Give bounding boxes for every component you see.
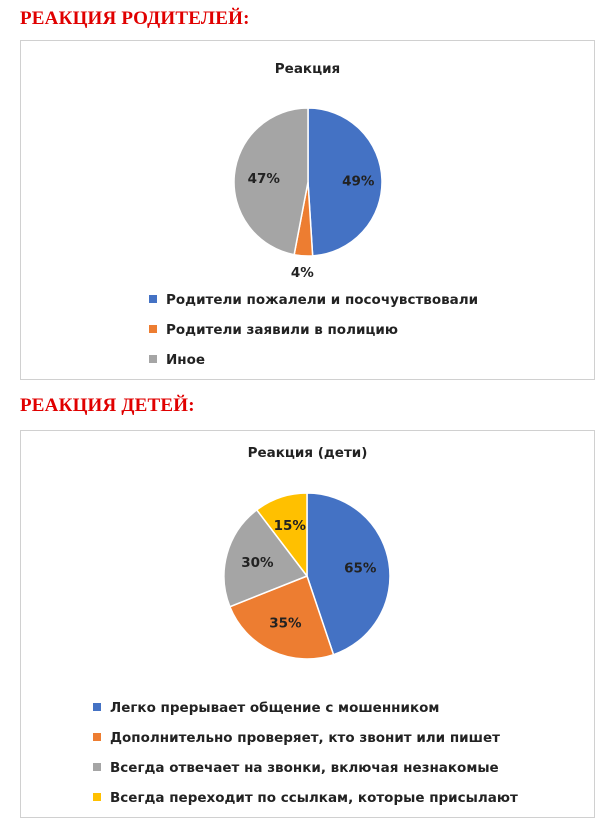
legend-item	[93, 783, 518, 813]
slice-label: 47%	[247, 170, 280, 187]
legend-label: Всегда переходит по ссылкам, которые присылают	[110, 790, 518, 806]
chart-title: Реакция	[274, 61, 341, 77]
legend-label: Иное	[166, 352, 206, 368]
parents-reaction-heading: РЕАКЦИЯ РОДИТЕЛЕЙ:	[20, 8, 250, 29]
legend-label: Дополнительно проверяет, кто звонит или пишет	[110, 730, 500, 746]
legend-children	[93, 693, 518, 813]
children-reaction-heading: РЕАКЦИЯ ДЕТЕЙ:	[20, 395, 195, 416]
legend-swatch	[93, 733, 101, 741]
children-reaction-chart	[20, 430, 595, 818]
legend-parents	[149, 285, 478, 375]
legend-swatch	[93, 793, 101, 801]
legend-swatch	[149, 325, 157, 333]
legend-item	[93, 723, 518, 753]
legend-label: Легко прерывает общение с мошенником	[110, 700, 440, 716]
chart-title: Реакция (дети)	[247, 445, 368, 461]
legend-label: Всегда отвечает на звонки, включая незнакомые	[110, 760, 499, 776]
legend-swatch	[149, 295, 157, 303]
legend-label: Родители пожалели и посочувствовали	[166, 292, 479, 308]
legend-item	[93, 693, 518, 723]
slice-label: 49%	[342, 173, 375, 190]
pie-chart-children	[21, 431, 596, 681]
legend-swatch	[93, 763, 101, 771]
legend-swatch	[93, 703, 101, 711]
slice-label: 65%	[344, 560, 377, 577]
slice-label: 30%	[241, 555, 274, 572]
legend-item	[149, 285, 478, 315]
legend-item	[93, 753, 518, 783]
legend-swatch	[149, 355, 157, 363]
slice-label: 15%	[273, 517, 306, 534]
slice-label: 4%	[290, 265, 314, 281]
legend-item	[149, 345, 478, 375]
parents-reaction-chart	[20, 40, 595, 380]
pie-chart-parents	[21, 41, 596, 281]
legend-label: Родители заявили в полицию	[166, 322, 399, 338]
slice-label: 35%	[269, 615, 302, 632]
legend-item	[149, 315, 478, 345]
